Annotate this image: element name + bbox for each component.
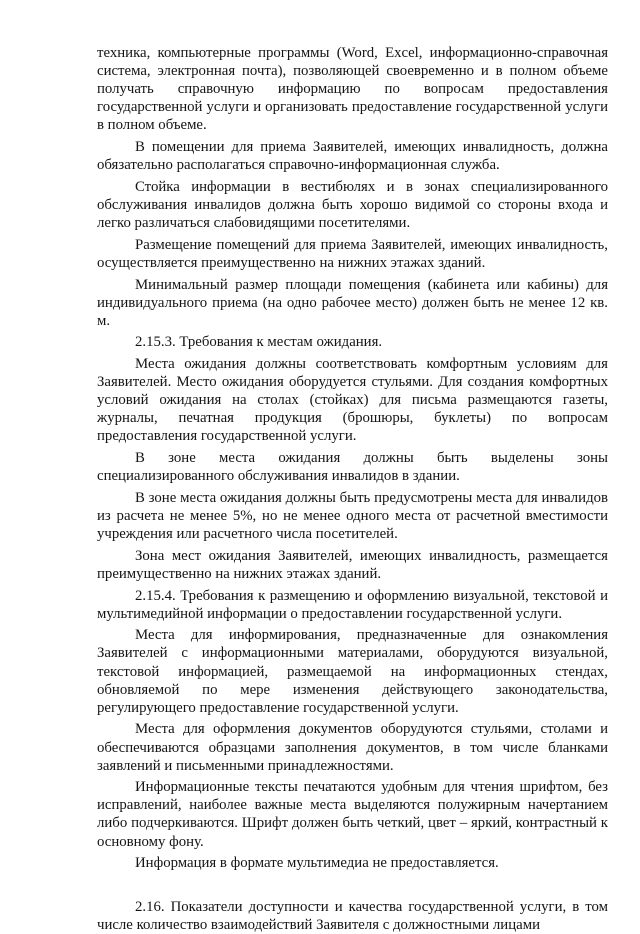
paragraph-waiting-floors: Зона мест ожидания Заявителей, имеющих инвалидность, размещается преимущественно на нижних этажах зданий.: [97, 547, 608, 582]
paragraph-info-service: В помещении для приема Заявителей, имеющих инвалидность, должна обязательно располагаться справочно-информационная служба.: [97, 139, 608, 174]
paragraph-min-area: Минимальный размер площади помещения (кабинета или кабины) для индивидуального приема (на одно рабочее место) должен быть не менее 12 кв. м.: [97, 276, 608, 329]
section-heading-2-16: 2.16. Показатели доступности и качества государственной услуги, в том числе количество взаимодействий Заявителя с должностными лицами: [97, 898, 608, 934]
section-gap: [97, 876, 608, 898]
paragraph-multimedia: Информация в формате мультимедиа не предоставляется.: [135, 855, 499, 872]
paragraph-waiting-zones: В зоне места ожидания должны быть выделены зоны специализированного обслуживания инвалидов в здании.: [97, 450, 608, 485]
paragraph-document-places: Места для оформления документов оборудуются стульями, столами и обеспечиваются образцами заполнения документов, в том числе бланками заявлений и письменными принадлежностями.: [97, 721, 608, 774]
section-heading-2-15-4: 2.15.4. Требования к размещению и оформлению визуальной, текстовой и мультимедийной информации о предоставлении государственной услуги.: [97, 587, 608, 622]
paragraph-info-texts: Информационные тексты печатаются удобным для чтения шрифтом, без исправлений, наиболее важные места выделяются полужирным начертанием либо подчеркиваются. Шрифт должен быть четкий, цвет – яркий, контрастный к основному фону.: [97, 779, 608, 850]
paragraph-equipment: техника, компьютерные программы (Word, Excel, информационно-справочная система, электронная почта), позволяющей своевременно и в полном объеме получать справочную информацию по вопросам предоставления государственной услуги и организовать предоставление государственной услуги в полном объеме.: [97, 45, 608, 134]
paragraph-waiting-comfort: Места ожидания должны соответствовать комфортным условиям для Заявителей. Место ожидания оборудуется стульями. Для создания комфортных условий ожидания на столах (стойках) для письма размещаются газеты, журналы, печатная продукция (брошюры, буклеты) по вопросам предоставления государственной услуги.: [97, 356, 608, 445]
section-heading-2-15-3: 2.15.3. Требования к местам ожидания.: [135, 334, 383, 351]
paragraph-info-stand: Стойка информации в вестибюлях и в зонах специализированного обслуживания инвалидов должна быть хорошо видимой со стороны входа и легко различаться слабовидящими посетителями.: [97, 178, 608, 232]
paragraph-waiting-seats: В зоне места ожидания должны быть предусмотрены места для инвалидов из расчета не менее 5%, но не менее одного места от расчетной вместимости учреждения или расчетного числа посетителей.: [97, 489, 608, 543]
paragraph-info-places: Места для информирования, предназначенные для ознакомления Заявителей с информационными материалами, оборудуются визуальной, текстовой информацией, размещаемой на информационных стендах, обновляемой по мере изменения действующего законодательства, регулирующего предоставление государственной услуги.: [97, 627, 608, 716]
paragraph-premises-placement: Размещение помещений для приема Заявителей, имеющих инвалидность, осуществляется преимущественно на нижних этажах зданий.: [97, 236, 608, 271]
